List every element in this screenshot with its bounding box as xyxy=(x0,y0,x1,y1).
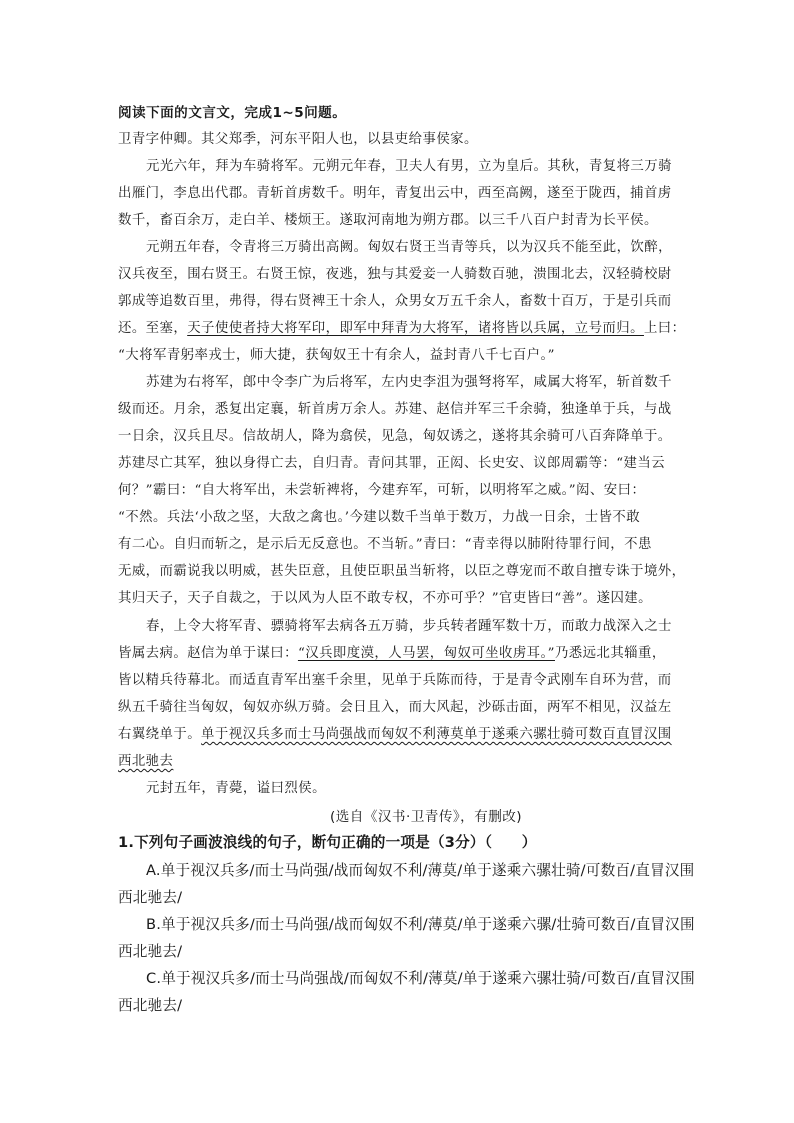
option-b-continuation: 西北驰去/ xyxy=(118,943,183,960)
passage-line-16: 有二心。自归而斩之，是示后无反意也。不当斩。”青曰：“青幸得以肺附待罪行间，不患 xyxy=(118,537,652,552)
passage-line-21: 皆以精兵待幕北。而适直青军出塞千余里，见单于兵陈而待，于是青令武刚车自环为营，而 xyxy=(118,673,672,688)
passage-line-10: 苏建为右将军，郎中令李广为后将军，左内史李沮为强弩将军，咸属大将军，斩首数千 xyxy=(146,375,672,390)
passage-line-5: 元朔五年春，令青将三万骑出高阙。匈奴右贤王当青等兵，以为汉兵不能至此，饮醉， xyxy=(146,240,672,255)
passage-line-22: 纵五千骑往当匈奴，匈奴亦纵万骑。会日且入，而大风起，沙砾击面，两军不相见，汉益左 xyxy=(118,700,672,715)
passage-line-12: 一日余，汉兵且尽。信故胡人，降为翕侯，见急，匈奴诱之，遂将其余骑可八百奔降单于。 xyxy=(118,429,672,444)
passage-line-15: “不然。兵法‘小敌之坚，大敌之禽也。’今建以数千当单于数万，力战一日余，士皆不敢 xyxy=(118,510,641,525)
passage-line-17: 无威，而霸说我以明威，甚失臣意，且使臣职虽当斩将，以臣之尊宠而不敢自擅专诛于境外， xyxy=(118,564,686,579)
passage-line-7: 郭成等追数百里，弗得，得右贤裨王十余人，众男女万五千余人，畜数十百万，于是引兵而 xyxy=(118,294,672,309)
underlined-sentence: 天子使使者持大将军印，即军中拜青为大将军，诸将皆以兵属，立号而归。 xyxy=(187,321,644,336)
question-1-stem: 1.下列句子画波浪线的句子，断句正确的一项是（3分）（ ） xyxy=(118,834,537,851)
option-a: A.单于视汉兵多/而士马尚强/战而匈奴不利/薄莫/单于遂乘六骡壮骑/可数百/直冒汉围 xyxy=(146,862,695,879)
line8-pre: 还。至塞， xyxy=(118,321,188,336)
passage-line-3: 出雁门，李息出代郡。青斩首虏数千。明年，青复出云中，西至高阙，遂至于陇西，捕首虏 xyxy=(118,186,672,201)
passage-line-25: 元封五年，青薨，谥曰烈侯。 xyxy=(146,781,326,796)
reading-instruction: 阅读下面的文言文，完成1~5问题。 xyxy=(118,105,347,121)
passage-line-23 xyxy=(118,726,678,744)
passage-line-24 xyxy=(118,753,678,771)
passage-line-8 xyxy=(118,320,686,338)
passage-line-4: 数千，畜百余万，走白羊、楼烦王。遂取河南地为朔方郡。以三千八百户封青为长平侯。 xyxy=(118,213,658,228)
line22-pre: 右翼绕单于。 xyxy=(118,727,202,742)
source-citation: (选自《汉书·卫青传》，有删改) xyxy=(330,809,523,825)
option-c: C.单于视汉兵多/而士马尚强战/而匈奴不利/薄莫/单于遂乘六骡壮骑/可数百/直冒汉围 xyxy=(146,970,695,987)
underlined-quote: “汉兵即度漠，人马罢，匈奴可坐收虏耳。” xyxy=(297,646,555,661)
passage-line-19: 春，上令大将军青、骠骑将军去病各五万骑，步兵转者踵军数十万，而敢力战深入之士 xyxy=(146,619,672,634)
passage-line-20 xyxy=(118,645,678,663)
option-c-continuation: 西北驰去/ xyxy=(118,997,183,1014)
line19-pre: 皆属去病。赵信为单于谋曰： xyxy=(118,646,298,661)
option-b: B.单于视汉兵多/而士马尚强/战而匈奴不利/薄莫/单于遂乘六骡/壮骑可数百/直冒汉围 xyxy=(146,916,695,933)
line8-post: 上曰： xyxy=(643,321,686,336)
passage-line-9: “大将军青躬率戎士，师大捷，获匈奴王十有余人，益封青八千七百户。” xyxy=(118,348,555,363)
passage-line-11: 级而还。月余，悉复出定襄，斩首虏万余人。苏建、赵信并军三千余骑，独逢单于兵，与战 xyxy=(118,402,672,417)
passage-line-6: 汉兵夜至，围右贤王。右贤王惊，夜逃，独与其爱妾一人骑数百驰，溃围北去，汉轻骑校尉 xyxy=(118,267,672,282)
passage-line-13: 苏建尽亡其军，独以身得亡去，自归青。青问其罪，正闳、长史安、议郎周霸等：“建当云 xyxy=(118,456,666,471)
passage-line-1: 卫青字仲卿。其父郑季，河东平阳人也，以县吏给事侯家。 xyxy=(118,132,478,147)
passage-line-14: 何？”霸曰：“自大将军出，未尝斩裨将，今建弃军，可斩，以明将军之威。”闳、安曰： xyxy=(118,483,646,498)
passage-line-18: 其归天子，天子自裁之，于以风为人臣不敢专权，不亦可乎？”官吏皆曰“善”。遂囚建。 xyxy=(118,591,652,606)
wavy-underlined-continuation: 西北驰去 xyxy=(118,754,174,769)
wavy-underlined-sentence: 单于视汉兵多而士马尚强战而匈奴不利薄莫单于遂乘六骡壮骑可数百直冒汉围 xyxy=(201,727,672,742)
line19-post: 乃悉远北其辎重， xyxy=(554,646,666,661)
passage-line-2: 元光六年，拜为车骑将军。元朔元年春，卫夫人有男，立为皇后。其秋，青复将三万骑 xyxy=(146,159,672,174)
option-a-continuation: 西北驰去/ xyxy=(118,889,183,906)
